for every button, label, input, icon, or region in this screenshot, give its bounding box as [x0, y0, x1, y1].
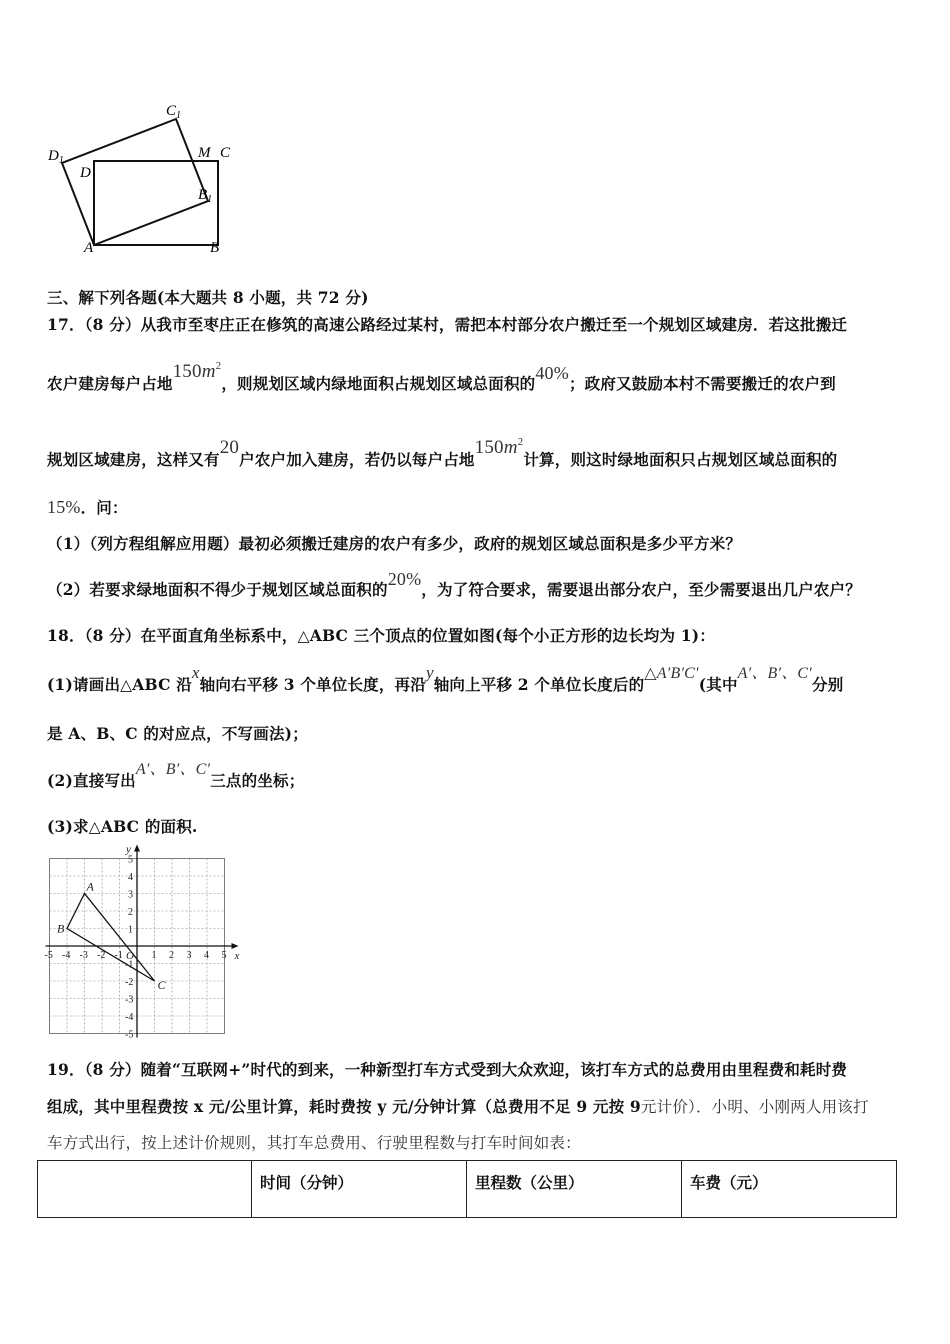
- label-a: A: [84, 240, 94, 256]
- x-axis-arrow: [232, 943, 239, 949]
- x-tick-label: -2: [97, 950, 106, 961]
- table-header-cell: [38, 1161, 252, 1218]
- q19-line-2: 组成，其中里程费按 x 元/公里计算，耗时费按 y 元/分钟计算（总费用不足 9 元按 9元计价）．小明、小刚两人用该打: [47, 1097, 869, 1116]
- y-tick-label: -1: [125, 959, 134, 971]
- triangle-abc: [67, 894, 155, 982]
- label-m: M: [198, 145, 211, 161]
- q18-line-5: (3)求△ABC 的面积.: [47, 817, 198, 836]
- rectangle-ab1c1d1: [62, 119, 208, 245]
- y-tick-label: -4: [125, 1012, 134, 1023]
- y-tick-label: 4: [128, 872, 133, 883]
- table-header-cell: 车费（元）: [682, 1161, 897, 1218]
- x-axis-label: x: [234, 950, 240, 962]
- x-tick-label: 2: [169, 950, 174, 961]
- y-tick-label: -2: [125, 977, 134, 988]
- q19-line-3: 车方式出行，按上述计价规则，其打车总费用、行驶里程数与打车时间如表：: [47, 1134, 581, 1152]
- label-b: B: [210, 240, 220, 256]
- label-c1: $C_1$: [166, 103, 182, 121]
- q17-line-4: 15%．问：: [47, 497, 128, 517]
- x-tick-label: 1: [151, 950, 157, 961]
- y-tick-label: 5: [128, 854, 133, 866]
- x-tick-label: 4: [204, 950, 209, 961]
- q18-line-4: (2)直接写出A′、B′、C′三点的坐标；: [47, 761, 305, 790]
- label-d1: $D_1$: [48, 148, 64, 166]
- q17-part-2: （2）若要求绿地面积不得少于规划区域总面积的20%，为了符合要求，需要退出部分农户，至少需要退出几户农户？: [47, 569, 861, 599]
- point-label-c: C: [157, 978, 166, 992]
- x-tick-label: -5: [44, 950, 53, 961]
- coordinate-grid-figure: [40, 842, 250, 1047]
- q17-part-1: （1）（列方程组解应用题）最初必须搬迁建房的农户有多少，政府的规划区域总面积是多少平方米？: [47, 534, 742, 553]
- y-tick-label: 2: [128, 907, 133, 918]
- label-b1: $B_1$: [198, 187, 213, 205]
- y-tick-label: -3: [125, 994, 134, 1006]
- q19-line-1: 19．（8 分）随着“互联网+”时代的到来，一种新型打车方式受到大众欢迎，该打车方式的总费用由里程费和耗时费: [47, 1060, 848, 1079]
- q17-line-1: 17．（8 分）从我市至枣庄正在修筑的高速公路经过某村，需把本村部分农户搬迁至一个规划区域建房．若这批搬迁: [47, 315, 848, 334]
- rectangle-figure: [40, 95, 250, 260]
- table-header-cell: 时间（分钟）: [252, 1161, 467, 1218]
- q17-line-3: 规划区域建房，这样又有20户农户加入建房，若仍以每户占地$150m^2$计算，则这时绿地面积只占规划区域总面积的: [47, 436, 838, 469]
- origin-label: O: [126, 950, 134, 962]
- y-tick-label: 3: [128, 889, 133, 901]
- label-c: C: [220, 145, 231, 161]
- point-label-b: B: [57, 921, 65, 936]
- rectangle-abcd: [94, 161, 218, 245]
- q18-line-3: 是 A、B、C 的对应点，不写画法)；: [47, 724, 308, 743]
- section-heading: 三、解下列各题(本大题共 8 小题，共 72 分): [47, 288, 369, 307]
- x-tick-label: 5: [221, 950, 227, 961]
- table-row: [38, 1161, 897, 1218]
- label-d: D: [80, 165, 91, 181]
- q18-line-2: (1)请画出△ABC 沿x轴向右平移 3 个单位长度，再沿y轴向上平移 2 个单位长度后的△A′B′C′(其中A′、B′、C′分别: [47, 663, 844, 694]
- y-axis-arrow: [134, 845, 140, 852]
- fare-table: [37, 1160, 897, 1218]
- x-tick-label: -3: [79, 950, 88, 961]
- y-axis-label: y: [126, 843, 131, 856]
- x-tick-label: -4: [62, 950, 71, 961]
- y-tick-label: 1: [128, 924, 133, 936]
- x-tick-label: -1: [114, 950, 123, 961]
- point-label-a: A: [86, 879, 94, 894]
- y-tick-label: -5: [125, 1029, 134, 1041]
- table-header-cell: 里程数（公里）: [467, 1161, 682, 1218]
- x-tick-label: 3: [186, 950, 192, 961]
- q18-line-1: 18．（8 分）在平面直角坐标系中，△ABC 三个顶点的位置如图(每个小正方形的边长均为 1)：: [47, 626, 716, 645]
- q17-line-2: 农户建房每户占地$150m^2$，则规划区域内绿地面积占规划区域总面积的40%；政府又鼓励本村不需要搬迁的农户到: [47, 360, 836, 393]
